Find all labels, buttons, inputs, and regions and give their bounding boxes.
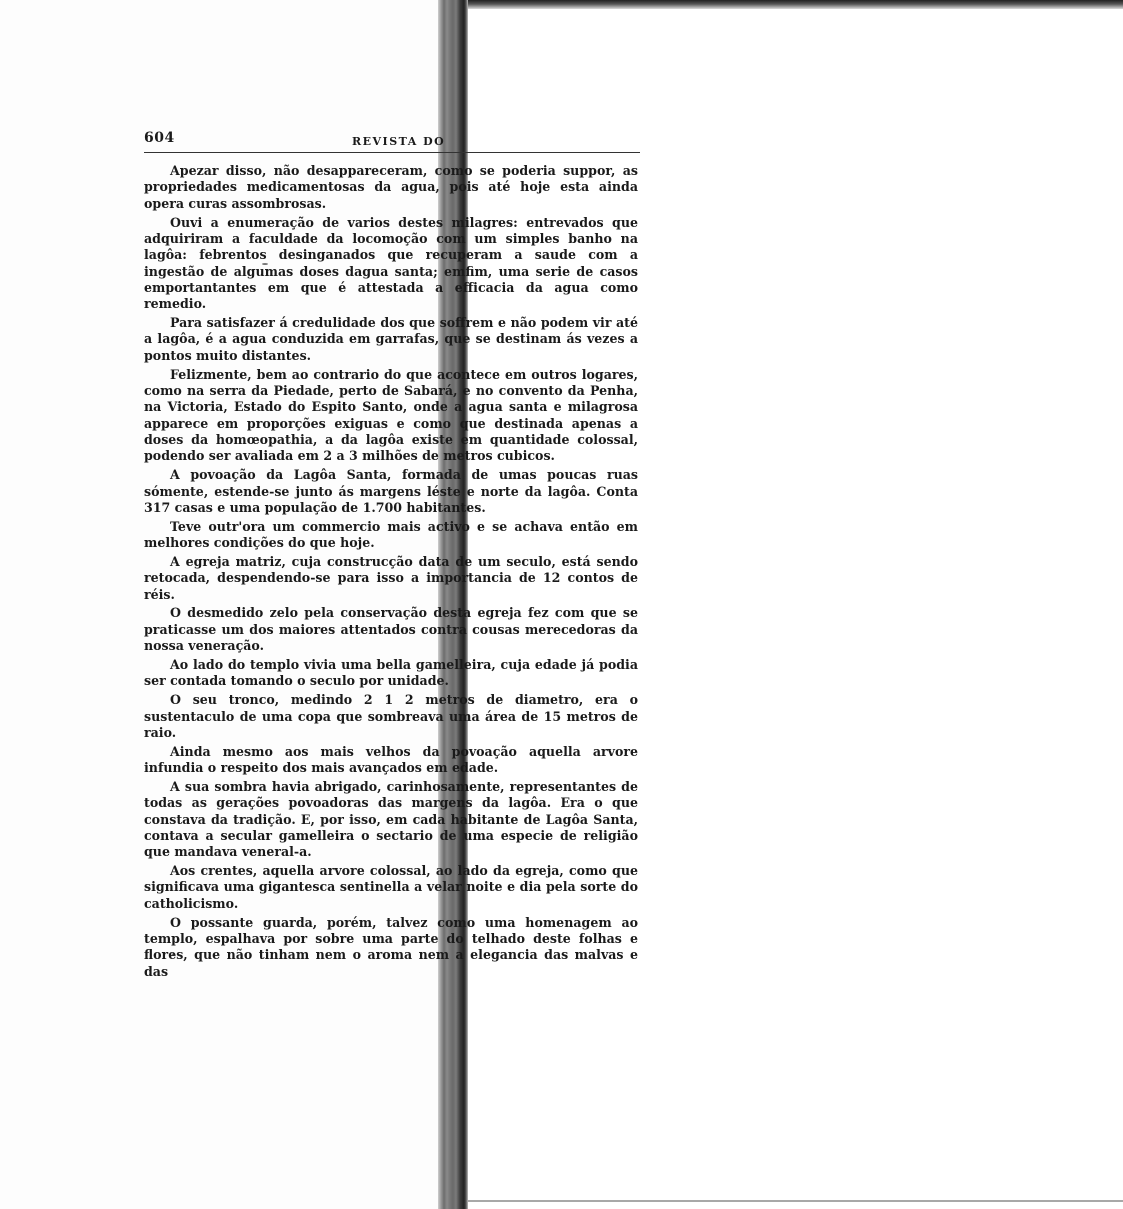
paragraph: Ouvi a enumeração de varios destes milagres: entrevados que adquiriram a faculdade da locomoção com um simples banho na lagôa: febrentos desinganados que recuperam a saude com a ingestão de algumas doses dagua santa; emfim, uma serie de casos emportantantes em que é attestada a efficacia da agua como remedio. bbox=[144, 214, 638, 312]
paragraph: O desmedido zelo pela conservação desta egreja fez com que se praticasse um dos maiores attentados contra cousas merecedoras da nossa veneração. bbox=[144, 605, 638, 654]
page-number: 604 bbox=[144, 130, 175, 146]
paragraph: O seu tronco, medindo 2 1 2 metros de diametro, era o sustentaculo de uma copa que sombreava uma área de 15 metros de raio. bbox=[144, 692, 638, 740]
paragraph: Ainda mesmo aos mais velhos da povoação aquella arvore infundia o respeito dos mais avançados em edade. bbox=[144, 743, 638, 776]
paragraph: A povoação da Lagôa Santa, formada de umas poucas ruas sómente, estende-se junto ás margens léste e norte da lagôa. Conta 317 casas e uma população de 1.700 habitantes. bbox=[144, 467, 638, 515]
header-rule bbox=[144, 152, 640, 153]
paragraph: Felizmente, bem ao contrario do que acontece em outros logares, como na serra da Piedade, perto de Sabará, e no convento da Penha, na Victoria, Estado do Espito Santo, onde a agua santa e milagrosa apparece em proporções exiguas e como que destinada apenas a doses da homœopathia, a da lagôa existe em quantidade colossal, podendo ser avaliada em 2 a 3 milhões de metros cubicos. bbox=[144, 366, 638, 464]
paragraph: Apezar disso, não desappareceram, como se poderia suppor, as propriedades medicamentosas da agua, pois até hoje esta ainda opera curas assombrosas. bbox=[144, 163, 638, 211]
paragraph: Para satisfazer á credulidade dos que soffrem e não podem vir até a lagôa, é a agua conduzida em garrafas, que se destinam ás vezes a pontos muito distantes. bbox=[144, 315, 638, 363]
paragraph: Teve outr'ora um commercio mais activo e se achava então em melhores condições do que hoje. bbox=[144, 518, 638, 551]
page-bottom-edge bbox=[468, 1200, 1123, 1202]
running-header bbox=[144, 130, 640, 154]
running-head-title: REVISTA DO bbox=[352, 135, 446, 148]
paragraph: A sua sombra havia abrigado, carinhosamente, representantes de todas as gerações povoadoras das margens da lagôa. Era o que constava da tradição. E, por isso, em cada habitante de Lagôa Santa, contava a secular gamelleira o sectario de uma especie de religião que mandava veneral-a. bbox=[144, 778, 638, 860]
paragraph: Aos crentes, aquella arvore colossal, ao lado da egreja, como que significava uma gigantesca sentinella a velar noite e dia pela sorte do catholicismo. bbox=[144, 863, 638, 911]
body-text bbox=[144, 163, 638, 983]
paragraph: O possante guarda, porém, talvez como uma homenagem ao templo, espalhava por sobre uma parte do telhado deste folhas e flores, que não tinham nem o aroma nem a elegancia das malvas e das bbox=[144, 914, 638, 979]
paragraph: A egreja matriz, cuja construcção data de um seculo, está sendo retocada, despendendo-se para isso a importancia de 12 contos de réis. bbox=[144, 553, 638, 602]
page-top-shadow bbox=[468, 0, 1123, 9]
paragraph: Ao lado do templo vivia uma bella gamelleira, cuja edade já podia ser contada tomando o seculo por unidade. bbox=[144, 656, 638, 689]
